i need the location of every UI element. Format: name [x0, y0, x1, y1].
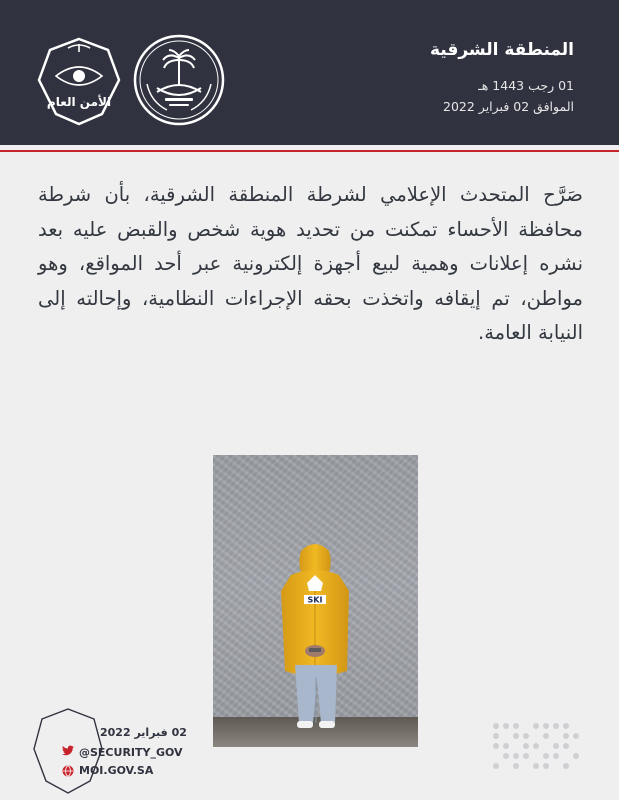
website-url: MOI.GOV.SA [79, 764, 154, 777]
twitter-handle: @SECURITY_GOV [79, 745, 183, 759]
accent-divider [0, 150, 619, 152]
footer-date: 02 فبراير 2022 [100, 726, 187, 739]
jacket-text: SKI [307, 595, 323, 605]
website-row[interactable] [62, 764, 153, 777]
hijri-date: 01 رجب 1443 هـ [478, 78, 574, 93]
suspect-figure [213, 455, 418, 747]
twitter-icon [62, 745, 74, 759]
statement-text: صَرَّح المتحدث الإعلامي لشرطة المنطقة الشرقية، بأن شرطة محافظة الأحساء تمكنت من تحديد هوية شخص والقبض عليه بعد نشره إعلانات وهمية لبيع أجهزة إلكترونية عبر أحد المواقع، وهو مواطن، تم إيقافه واتخذت بحقه الإجراءات النظامية، وإحالته إلى النيابة العامة. [38, 183, 583, 344]
suspect-photo [213, 455, 418, 747]
gregorian-date: الموافق 02 فبراير 2022 [443, 99, 574, 114]
public-security-badge-icon [34, 36, 124, 128]
globe-icon [62, 765, 74, 777]
twitter-handle-row[interactable] [62, 745, 183, 759]
decorative-dot-pattern [486, 716, 586, 776]
kingdom-emblem-icon [133, 34, 225, 126]
badge-text: الأمن العام [46, 95, 112, 109]
region-title: المنطقة الشرقية [429, 40, 574, 60]
